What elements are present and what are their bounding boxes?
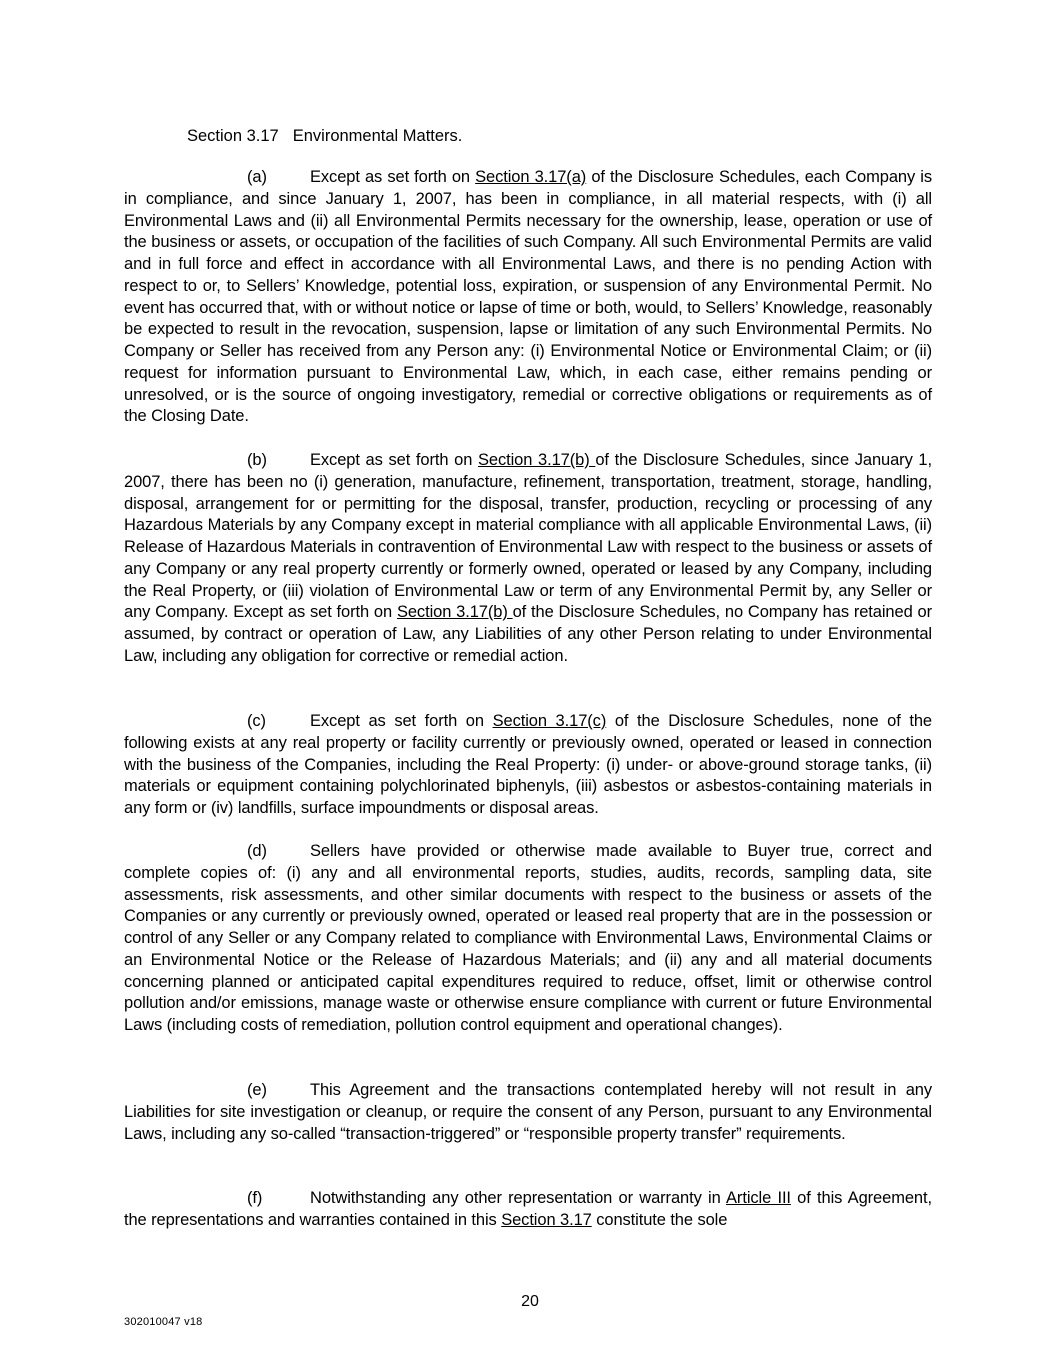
paragraph-a xyxy=(124,167,932,428)
paragraph-d xyxy=(124,841,932,1037)
section-heading xyxy=(187,125,462,147)
section-reference-link: Section 3.17(c) xyxy=(492,712,607,730)
paragraph-label: (b) xyxy=(247,451,267,469)
section-number: Section 3.17 xyxy=(187,127,279,145)
page-number: 20 xyxy=(521,1293,539,1310)
section-reference-link: Section 3.17(a) xyxy=(475,168,587,186)
paragraph-label: (f) xyxy=(247,1189,263,1207)
paragraph-text: of the Disclosure Schedules, no Company has retained or assumed, by contract or operation of Law, any Liabilities of any other Person relating to under Environmental Law, including any obligation for corrective or remedial action. xyxy=(124,603,932,665)
paragraph-label: (c) xyxy=(247,712,266,730)
paragraph-text: Except as set forth on xyxy=(310,712,493,730)
section-reference-link: Section 3.17 xyxy=(501,1210,592,1229)
paragraph-label: (e) xyxy=(247,1081,267,1099)
article-reference-link: Article III xyxy=(726,1189,791,1207)
section-reference-link: Section 3.17(b) xyxy=(477,451,596,469)
paragraph-e xyxy=(124,1080,932,1145)
paragraph-f xyxy=(124,1188,932,1232)
paragraph-c xyxy=(124,711,932,820)
paragraph-text: constitute the sole xyxy=(591,1210,728,1229)
section-reference-link: Section 3.17(b) xyxy=(396,603,513,622)
paragraph-text: of the Disclosure Schedules, each Company is in compliance, and since January 1, 2007, has been in compliance, in all material respects, with (i) all Environmental Laws and (ii) all Environmental Permits necessary for the ownership, lease, operation or use of the business or assets, or occupation of the facilities of such Company. All such Environmental Permits are valid and in full force and effect in accordance with all Environmental Laws, and there is no pending Action with respect to or, to Sellers’ Knowledge, potential loss, expiration, or suspension of any Environmental Permit. No event has occurred that, with or without notice or lapse of time or both, would, to Sellers’ Knowledge, reasonably be expected to result in the revocation, suspension, lapse or limitation of any such Environmental Permits. No Company or Seller has received from any Person any: (i) Environmental Notice or Environmental Claim; or (ii) request for information pursuant to Environmental Law, which, in each case, either remains pending or unresolved, or is the source of ongoing investigatory, remedial or corrective obligations or requirements as of the Closing Date. xyxy=(124,168,932,426)
section-title: Environmental Matters. xyxy=(292,127,463,145)
paragraph-text: Sellers have provided or otherwise made available to Buyer true, correct and complete copies of: (i) any and all environmental reports, studies, audits, records, sampling data, site assessments, risk assessments, and other similar documents with respect to the business or assets of the Companies or any currently or previously owned, operated or leased real property that are in the possession or control of any Seller or any Company related to compliance with Environmental Laws, Environmental Claims or an Environmental Notice or the Release of Hazardous Materials; and (ii) any and all material documents concerning planned or anticipated capital expenditures required to reduce, offset, limit or otherwise control pollution and/or emissions, manage waste or otherwise ensure compliance with current or future Environmental Laws (including costs of remediation, pollution control equipment and operational changes). xyxy=(124,842,932,1034)
paragraph-b xyxy=(124,450,932,668)
document-id: 302010047 v18 xyxy=(124,1316,203,1328)
paragraph-label: (d) xyxy=(247,842,267,860)
paragraph-text: This Agreement and the transactions contemplated hereby will not result in any Liabilities for site investigation or cleanup, or require the consent of any Person, pursuant to any Environmental Laws, including any so-called “transaction-triggered” or “responsible property transfer” requirements. xyxy=(124,1081,932,1143)
paragraph-text: Notwithstanding any other representation or warranty in xyxy=(310,1189,727,1207)
paragraph-label: (a) xyxy=(247,168,267,186)
paragraph-text: of the Disclosure Schedules, since January 1, 2007, there has been no (i) generation, manufacture, refinement, transportation, treatment, storage, handling, disposal, arrangement for or permitting for the disposal, transfer, production, recycling or processing of any Hazardous Materials by any Company except in material compliance with all applicable Environmental Laws, (ii) Release of Hazardous Materials in contravention of Environmental Law with respect to the business or assets of any Company or any real property currently or formerly owned, operated or leased by any Company, including the Real Property, or (iii) violation of Environmental Law or term of any Environmental Permit by, any Seller or any Company. Except as set forth on xyxy=(124,451,932,622)
paragraph-text: Except as set forth on xyxy=(310,168,476,186)
paragraph-text: of the Disclosure Schedules, none of the following exists at any real property or facility currently or previously owned, operated or leased in connection with the business of the Companies, including the Real Property: (i) under- or above-ground storage tanks, (ii) materials or equipment containing polychlorinated biphenyls, (iii) asbestos or asbestos-containing materials in any form or (iv) landfills, surface impoundments or disposal areas. xyxy=(124,712,932,817)
paragraph-text: of this Agreement, the representations and warranties contained in this xyxy=(124,1189,932,1229)
paragraph-text: Except as set forth on xyxy=(310,451,478,469)
